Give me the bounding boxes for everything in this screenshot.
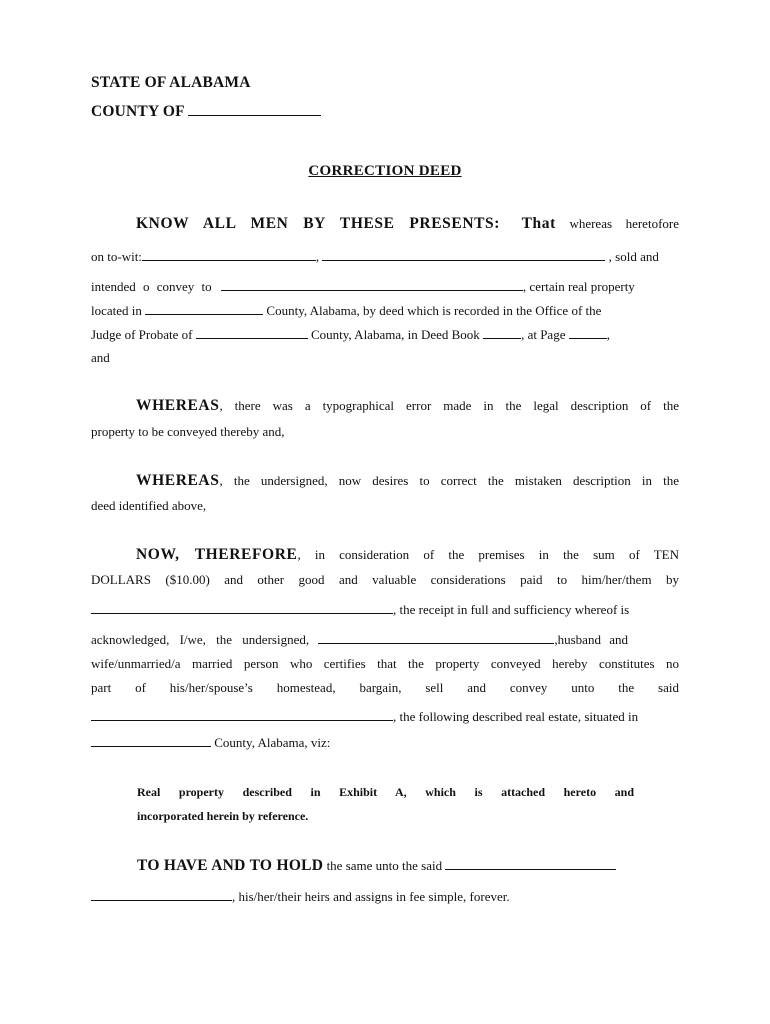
p1-l3b: , certain real property: [522, 279, 635, 294]
p4-line4: [91, 631, 679, 648]
p4-l1: , in consideration of the premises in the sum of TEN: [297, 547, 679, 562]
p4-l7: , the following described real estate, situated in: [393, 709, 639, 724]
p1-line1: [91, 216, 679, 232]
p2-l1: , there was a typographical error made in the legal description of the: [219, 398, 679, 413]
county-blank[interactable]: [188, 103, 321, 116]
grantee2-blank[interactable]: [91, 708, 393, 721]
p4-line8: [91, 734, 330, 751]
p4-line7: [91, 708, 638, 725]
p2-line1: [91, 398, 679, 414]
p4-line1: [91, 547, 679, 563]
p3-line1: [91, 473, 679, 489]
p2-lead: WHEREAS: [136, 397, 220, 414]
grantee-blank[interactable]: [221, 278, 523, 291]
exhibit-line2: incorporated herein by reference.: [137, 809, 309, 823]
county-label: COUNTY OF: [91, 103, 185, 120]
exhibit-line1: Real property described in Exhibit A, which is attached hereto and: [137, 785, 634, 799]
grantor-blank[interactable]: [322, 248, 605, 261]
county-located-blank[interactable]: [145, 302, 263, 315]
situated-county-blank[interactable]: [91, 734, 211, 747]
p1-l5c: , at Page: [521, 327, 566, 342]
p1-l5d: ,: [606, 327, 610, 342]
p4-line5: wife/unmarried/a married person who certifies that the property conveyed hereby constitutes no: [91, 656, 679, 671]
p5-lead: TO HAVE AND TO HOLD: [137, 857, 324, 874]
p1-line2: on to-wit: , , sold and: [91, 249, 659, 264]
p4-lead: NOW, THEREFORE: [136, 546, 298, 563]
p1-l4a: located in: [91, 303, 142, 318]
p3-l1: , the undersigned, now desires to correct the mistaken description in the: [219, 473, 679, 488]
state-heading: STATE OF ALABAMA: [91, 74, 251, 91]
probate-county-blank[interactable]: [196, 326, 308, 339]
county-heading: [91, 103, 321, 121]
p1-line4: [91, 302, 601, 319]
p1-lead2: That: [521, 215, 556, 232]
date-blank[interactable]: [142, 248, 316, 261]
page-blank[interactable]: [569, 326, 607, 339]
p1-l5a: Judge of Probate of: [91, 327, 193, 342]
p5-l2: , his/her/their heirs and assigns in fee simple, forever.: [232, 889, 510, 904]
p4-line3: [91, 601, 629, 618]
undersigned-blank[interactable]: [318, 631, 554, 644]
p2-line2: property to be conveyed thereby and,: [91, 424, 285, 439]
p3-lead: WHEREAS: [136, 472, 220, 489]
holder-blank[interactable]: [445, 857, 616, 870]
p4-line6: part of his/her/spouse’s homestead, bargain, sell and convey unto the said: [91, 680, 679, 695]
p4-line2: DOLLARS ($10.00) and other good and valuable considerations paid to him/her/them by: [91, 572, 679, 587]
holder2-blank[interactable]: [91, 888, 232, 901]
p1-l2a: on to-wit:: [91, 249, 142, 264]
p1-lead: KNOW ALL MEN BY THESE PRESENTS:: [136, 215, 501, 232]
document-title: CORRECTION DEED: [308, 163, 462, 179]
p1-l5b: County, Alabama, in Deed Book: [310, 327, 480, 342]
p1-l4b: County, Alabama, by deed which is recorded in the Office of the: [266, 303, 602, 318]
p5-line1: [137, 857, 616, 874]
deed-book-blank[interactable]: [483, 326, 521, 339]
payer-blank[interactable]: [91, 601, 393, 614]
p3-line2: deed identified above,: [91, 498, 207, 513]
p4-l8: County, Alabama, viz:: [214, 735, 331, 750]
p1-l2b: , sold and: [608, 249, 659, 264]
p1-line5: [91, 326, 610, 343]
p4-l3: , the receipt in full and sufficiency whereof is: [393, 602, 630, 617]
p1-line3: [91, 278, 635, 295]
p1-l1-tail: whereas heretofore: [569, 216, 679, 231]
p5-l1: the same unto the said: [326, 858, 443, 873]
p4-l4b: ,husband and: [554, 632, 628, 647]
p4-l4a: acknowledged, I/we, the undersigned,: [91, 632, 310, 647]
p5-line2: [91, 888, 510, 905]
p1-l3a: intended o convey to: [91, 279, 212, 294]
p1-line6: and: [91, 350, 110, 365]
